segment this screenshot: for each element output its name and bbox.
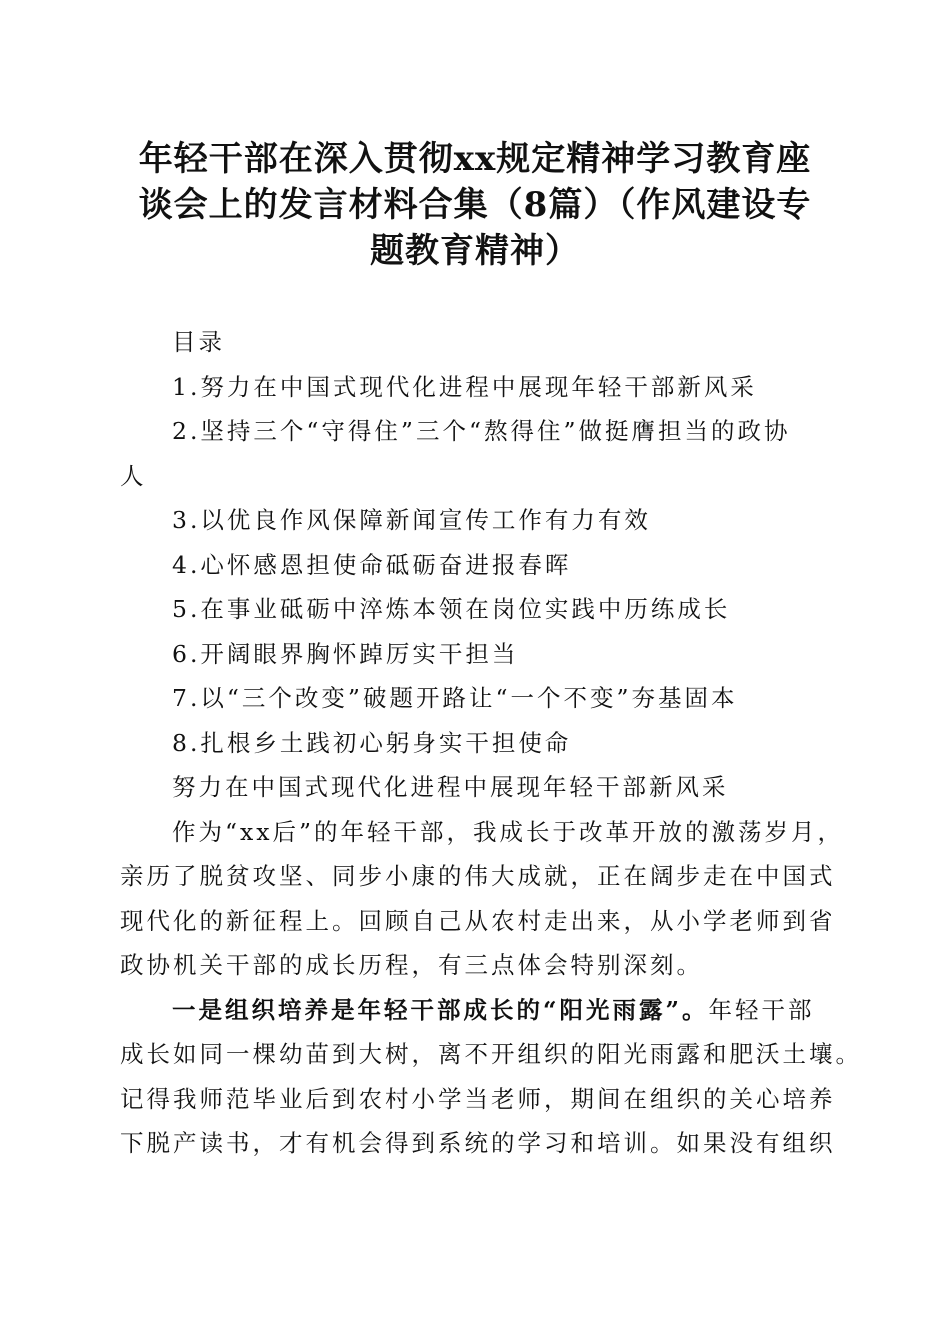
toc-item-2: 2.坚持三个“守得住”三个“熬得住”做挺膺担当的政协 (172, 417, 791, 445)
title-line-1: 年轻干部在深入贯彻xx规定精神学习教育座 (138, 139, 812, 179)
toc-item-2-continued: 人 (120, 461, 147, 490)
document-body (120, 320, 862, 1166)
toc-item-7: 7.以“三个改变”破题开路让“一个不变”夯基固本 (172, 684, 738, 712)
paragraph-1-line-2: 亲历了脱贫攻坚、同步小康的伟大成就，正在阔步走在中国式 (120, 862, 836, 890)
paragraph-2-line-4: 下脱产读书，才有机会得到系统的学习和培训。如果没有组织 (120, 1129, 836, 1157)
title-line-2: 谈会上的发言材料合集（8篇）（作风建设专 (138, 185, 812, 225)
toc-item-1: 1.努力在中国式现代化进程中展现年轻干部新风采 (172, 372, 757, 401)
toc-item-8: 8.扎根乡土践初心躬身实干担使命 (172, 728, 572, 757)
toc-item-6: 6.开阔眼界胸怀踔厉实干担当 (172, 639, 519, 668)
paragraph-2-lead: 一是组织培养是年轻干部成长的“阳光雨露”。 (172, 995, 709, 1024)
paragraph-2-line-2: 成长如同一棵幼苗到大树，离不开组织的阳光雨露和肥沃土壤。 (120, 1040, 862, 1068)
toc-item-4: 4.心怀感恩担使命砥砺奋进报春晖 (172, 550, 572, 579)
title-line-3: 题教育精神） (370, 231, 580, 271)
section-title: 努力在中国式现代化进程中展现年轻干部新风采 (172, 773, 729, 801)
paragraph-2-line-1 (120, 988, 840, 1033)
paragraph-1-line-3: 现代化的新征程上。回顾自己从农村走出来，从小学老师到省 (120, 906, 836, 935)
paragraph-1-line-1: 作为“xx后”的年轻干部，我成长于改革开放的激荡岁月， (172, 817, 845, 846)
toc-item-3: 3.以优良作风保障新闻宣传工作有力有效 (172, 506, 651, 534)
document-title (110, 136, 840, 274)
paragraph-1-line-4: 政协机关干部的成长历程，有三点体会特别深刻。 (120, 951, 703, 979)
toc-item-5: 5.在事业砥砺中淬炼本领在岗位实践中历练成长 (172, 595, 731, 623)
paragraph-2-rest: 年轻干部 (708, 995, 815, 1024)
toc-heading: 目录 (172, 328, 225, 356)
paragraph-2-line-3: 记得我师范毕业后到农村小学当老师，期间在组织的关心培养 (120, 1084, 836, 1113)
